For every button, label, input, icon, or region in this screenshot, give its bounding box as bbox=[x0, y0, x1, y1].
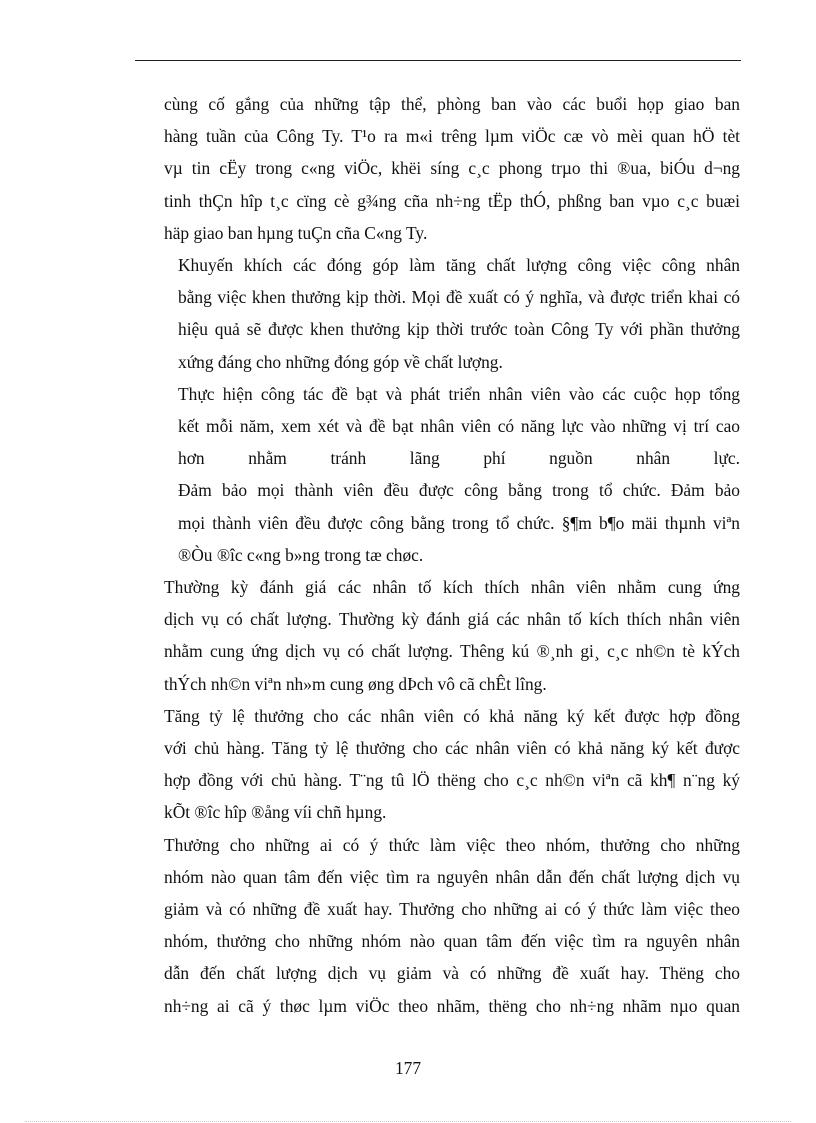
text-line: mọi thành viên đều được công bằng trong tổ chức. §¶m b¶o mäi thµnh viªn bbox=[178, 512, 740, 533]
text-line: Thực hiện công tác đề bạt và phát triển nhân viên vào các cuộc họp tổng bbox=[178, 383, 740, 404]
text-line: kÕt ®îc hîp ®ång víi chñ hµng. bbox=[164, 802, 387, 823]
paragraph bbox=[136, 829, 740, 1022]
text-line: hợp đồng với chủ hàng. T¨ng tû lÖ thëng cho c¸c nh©n viªn cã kh¶ n¨ng ký bbox=[164, 770, 740, 791]
text-line: tinh thÇn hîp t¸c cïng cè g¾ng cña nh÷ng tËp thÓ, phßng ban vµo c¸c buæi bbox=[164, 190, 740, 211]
text-line: Thường kỳ đánh giá các nhân tố kích thích nhân viên nhằm cung ứng bbox=[164, 577, 740, 598]
text-line: Đảm bảo mọi thành viên đều được công bằng trong tổ chức. Đảm bảo bbox=[178, 480, 740, 501]
paragraph bbox=[136, 571, 740, 700]
text-line: xứng đáng cho những đóng góp về chất lượng. bbox=[178, 351, 503, 372]
document-body bbox=[136, 88, 740, 1022]
text-line: giảm và có những đề xuất hay. Thưởng cho những ai có ý thức làm việc theo bbox=[164, 899, 740, 920]
text-line: cùng cố gắng của những tập thể, phòng ban vào các buổi họp giao ban bbox=[164, 94, 740, 114]
paragraph bbox=[136, 700, 740, 829]
text-line: Thưởng cho những ai có ý thức làm việc theo nhóm, thưởng cho những bbox=[164, 834, 740, 855]
text-line: vµ tin cËy trong c«ng viÖc, khëi síng c¸c phong trµo thi ®ua, biÓu d¬ng bbox=[164, 158, 740, 179]
text-line: nh÷ng ai cã ý thøc lµm viÖc theo nhãm, thëng cho nh÷ng nhãm nµo quan bbox=[164, 995, 740, 1016]
paragraph bbox=[136, 474, 740, 571]
text-line: häp giao ban hµng tuÇn cña C«ng Ty. bbox=[164, 222, 428, 243]
paragraph bbox=[136, 249, 740, 378]
text-line: Tăng tỷ lệ thưởng cho các nhân viên có khả năng ký kết được hợp đồng bbox=[164, 705, 740, 726]
text-line: nhóm, thưởng cho những nhóm nào quan tâm đến việc tìm ra nguyên nhân bbox=[164, 931, 740, 952]
text-line: kết mỗi năm, xem xét và đề bạt nhân viên có năng lực vào những vị trí cao bbox=[178, 416, 740, 437]
page-number: 177 bbox=[394, 1058, 422, 1078]
header-rule bbox=[135, 60, 741, 61]
text-line: dịch vụ có chất lượng. Thường kỳ đánh giá các nhân tố kích thích nhân viên bbox=[164, 609, 740, 630]
text-line: Khuyến khích các đóng góp làm tăng chất lượng công việc công nhân bbox=[178, 255, 740, 276]
text-line: dẫn đến chất lượng dịch vụ giảm và có những đề xuất hay. Thëng cho bbox=[164, 963, 740, 984]
text-line: hiệu quả sẽ được khen thưởng kịp thời trước toàn Công Ty với phần thưởng bbox=[178, 319, 740, 340]
text-line: với chủ hàng. Tăng tỷ lệ thưởng cho các nhân viên có khả năng ký kết được bbox=[164, 738, 740, 759]
text-line: hơn nhằm tránh lãng phí nguồn nhân lực. bbox=[178, 448, 740, 469]
text-line: bằng việc khen thưởng kịp thời. Mọi đề xuất có ý nghĩa, và được triển khai có bbox=[178, 287, 740, 308]
text-line: hàng tuần của Công Ty. T¹o ra m«i trêng lµm viÖc cæ vò mèi quan hÖ tèt bbox=[164, 126, 740, 147]
text-line: ®Òu ®îc c«ng b»ng trong tæ chøc. bbox=[178, 544, 424, 565]
text-line: thÝch nh©n viªn nh»m cung øng dÞch vô cã chÊt lîng. bbox=[164, 673, 547, 694]
text-line: nhằm cung ứng dịch vụ có chất lượng. Thêng kú ®¸nh gi¸ c¸c nh©n tè kÝch bbox=[164, 641, 740, 662]
text-line: nhóm nào quan tâm đến việc tìm ra nguyên nhân dẫn đến chất lượng dịch vụ bbox=[164, 866, 740, 887]
paragraph bbox=[136, 378, 740, 475]
paragraph bbox=[136, 88, 740, 249]
page-edge-divider bbox=[25, 1121, 791, 1122]
